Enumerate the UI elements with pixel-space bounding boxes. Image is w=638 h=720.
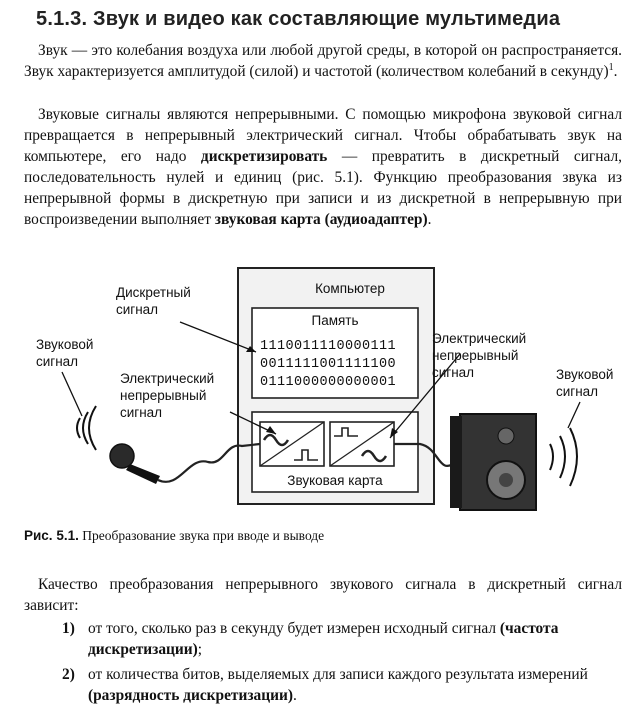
term-sampling-rate: (частота дискретизации) [88,620,559,658]
binary-line: 1110011110000111 [260,339,397,354]
electric-signal-right-label: Электрический непрерывный сигнал [432,331,527,380]
sound-signal-right-label: Звуковой сигнал [556,367,614,399]
list-item-text: от количества битов, выделяемых для записи каждого результата измерений (разрядность дискретизации). [88,666,588,704]
microphone-icon [110,444,160,484]
term-bit-depth: (разрядность дискретизации) [88,687,293,704]
binary-line: 0111000000000001 [260,375,397,390]
paragraph-discretization [24,104,622,230]
paragraph-text: Звук — это колебания воздуха или любой другой среды, в которой он распространяется. Звук характеризуется амплитудой (силой) и частотой (количеством колебаний в секунду) [24,42,622,80]
footnote-marker: 1 [608,61,614,73]
speaker-icon [450,414,536,510]
electric-signal-left-label: Электрический непрерывный сигнал [120,371,215,420]
figure-caption [24,528,324,544]
paragraph-end: . [427,211,432,228]
sound-signal-left-label: Звуковой сигнал [36,337,94,369]
paragraph-sound-definition [24,40,622,82]
paragraph-text-c: — превратить в дискретный сигнал, последовательность нулей и единиц (рис. 5.1). Функцию преобразования звука из непрерывной формы в дискретную при записи и из дискретной в непрерывную при воспроизведении выполняет [24,148,622,228]
soundcard-label: Звуковая карта [287,473,383,488]
memory-label: Память [311,313,359,328]
caption-number: Рис. 5.1. [24,528,79,543]
list-item [24,618,624,662]
paragraph-quality: Качество преобразования непрерывного звукового сигнала в дискретный сигнал зависит: [24,576,622,614]
sound-waves-right-icon [550,428,577,486]
term-discretize: дискретизировать [200,148,328,165]
figure-sound-conversion [20,266,620,526]
list-item-number: 1) [62,620,75,637]
term-sound-card: звуковая карта (аудиоадаптер) [214,211,428,228]
computer-label: Компьютер [315,281,385,296]
list-item-number: 2) [62,666,75,683]
discrete-signal-label: Дискретный сигнал [116,285,191,317]
binary-line: 0011111001111100 [260,357,397,372]
paragraph-text-a: Звуковые сигналы являются непрерывными. С помощью микрофона звуковой сигнал превращается в непрерывный электрический сигнал. Чтобы обрабатывать звук на компьютере, его надо [24,106,622,165]
caption-text: Преобразование звука при вводе и выводе [78,528,325,543]
list-item [24,664,624,708]
section-heading: 5.1.3. Звук и видео как составляющие мультимедиа [36,8,561,30]
paragraph-end: . [613,63,618,80]
list-item-text: от того, сколько раз в секунду будет измерен исходный сигнал (частота дискретизации); [88,620,559,658]
